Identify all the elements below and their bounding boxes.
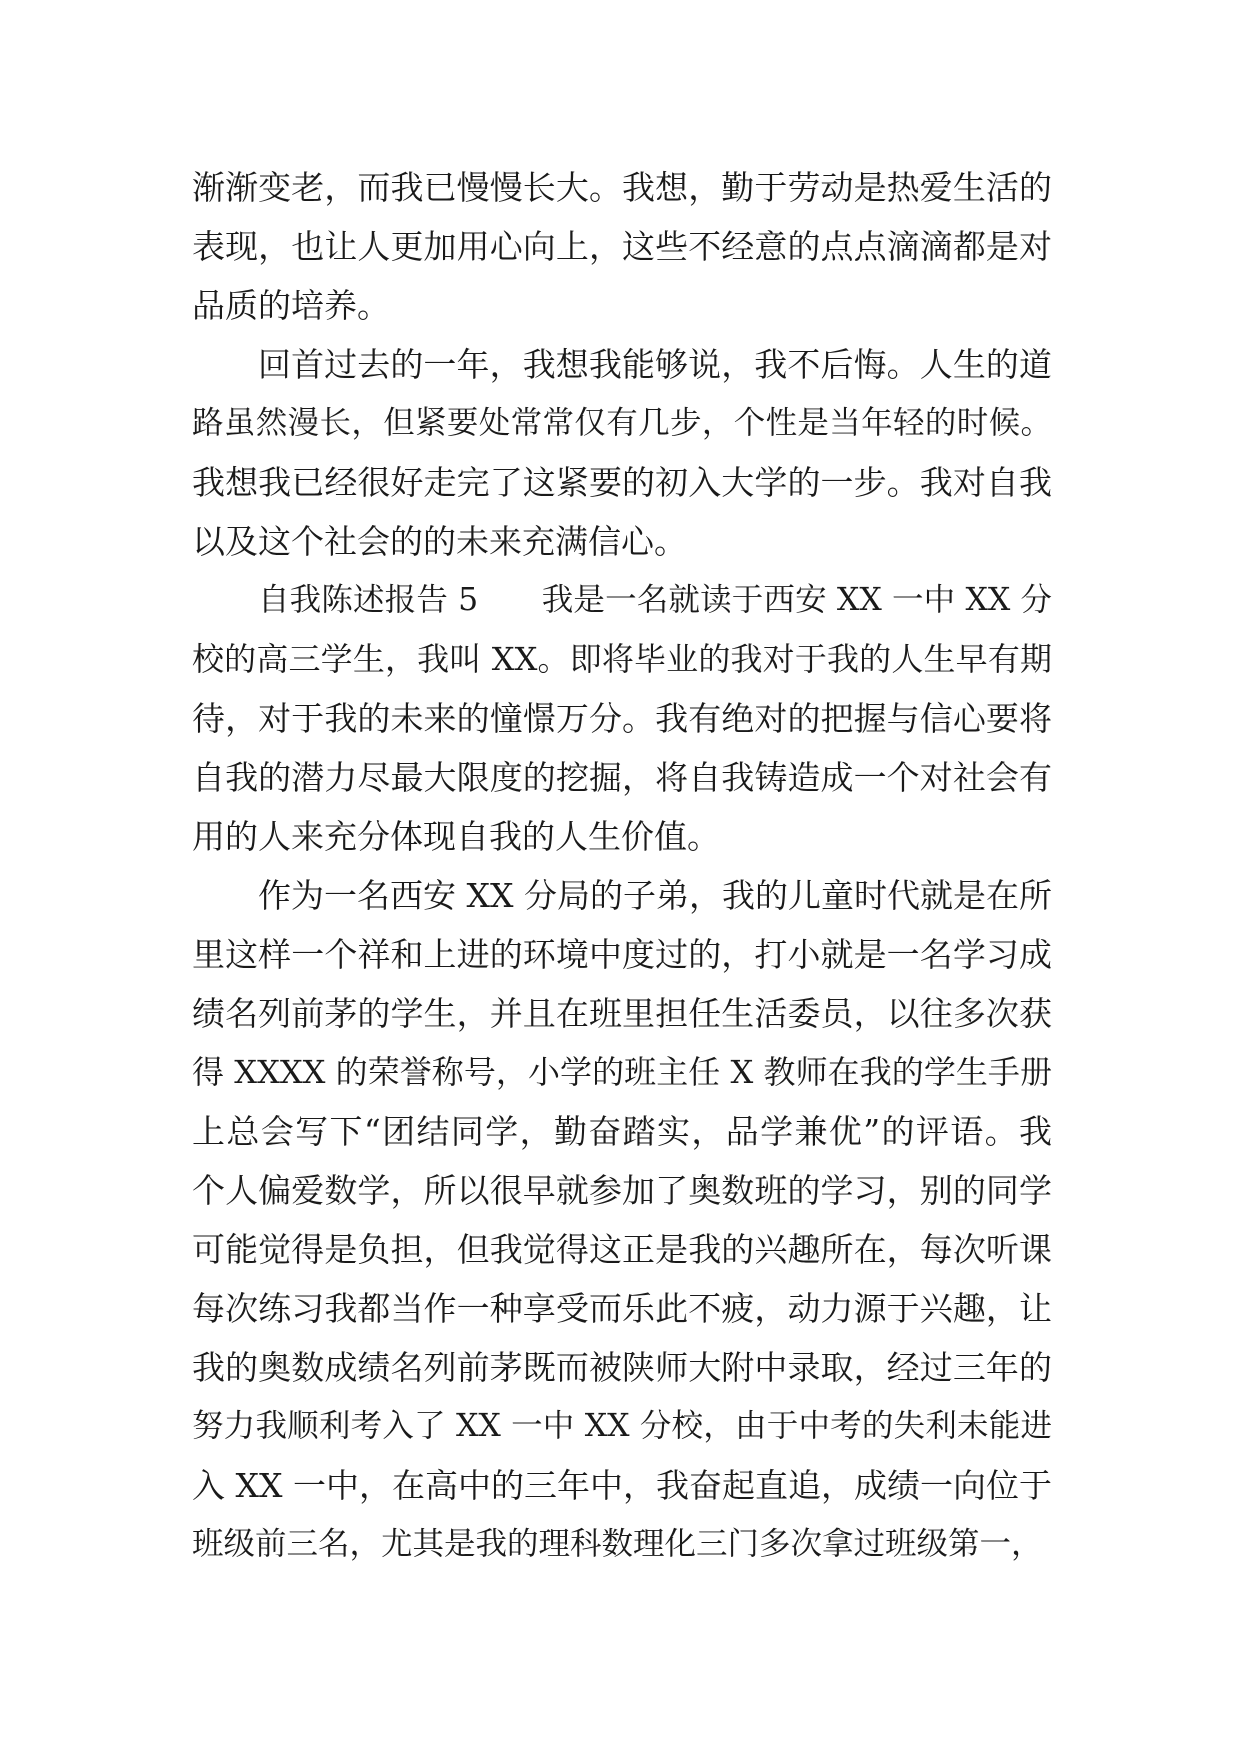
paragraph-2 xyxy=(192,335,1052,571)
text-line: 上总会写下“团结同学，勤奋踏实，品学兼优”的评语。我 xyxy=(192,1112,1052,1151)
text-line: 表现，也让人更加用心向上，这些不经意的点点滴滴都是对 xyxy=(192,227,1052,266)
text-line: 我的奥数成绩名列前茅既而被陕师大附中录取，经过三年的 xyxy=(192,1348,1052,1387)
paragraph-3 xyxy=(192,571,1052,866)
text-line: 绩名列前茅的学生，并且在班里担任生活委员，以往多次获 xyxy=(192,994,1052,1033)
text-line: 自我的潜力尽最大限度的挖掘，将自我铸造成一个对社会有 xyxy=(192,758,1052,797)
text-line: 路虽然漫长，但紧要处常常仅有几步，个性是当年轻的时候。 xyxy=(192,405,1052,441)
text-line: 回首过去的一年，我想我能够说，我不后悔。人生的道 xyxy=(258,345,1052,384)
text-line: 得 XXXX 的荣誉称号，小学的班主任 X 教师在我的学生手册 xyxy=(192,1053,1052,1091)
paragraph-4 xyxy=(192,866,1052,1574)
text-line: 待，对于我的未来的憧憬万分。我有绝对的把握与信心要将 xyxy=(192,699,1052,738)
text-line: 品质的培养。 xyxy=(192,286,390,325)
text-line: 努力我顺利考入了 XX 一中 XX 分校，由于中考的失利未能进 xyxy=(192,1408,1052,1444)
text-line: 每次练习我都当作一种享受而乐此不疲，动力源于兴趣，让 xyxy=(192,1289,1052,1328)
text-line: 入 XX 一中，在高中的三年中，我奋起直追，成绩一向位于 xyxy=(192,1466,1052,1505)
text-line: 以及这个社会的的未来充满信心。 xyxy=(192,522,687,561)
text-line: 我想我已经很好走完了这紧要的初入大学的一步。我对自我 xyxy=(192,463,1052,502)
body-text xyxy=(192,158,1052,1574)
paragraph-1 xyxy=(192,158,1052,335)
text-line: 用的人来充分体现自我的人生价值。 xyxy=(192,817,720,856)
text-line: 可能觉得是负担，但我觉得这正是我的兴趣所在，每次听课 xyxy=(192,1230,1052,1269)
text-line: 班级前三名，尤其是我的理科数理化三门多次拿过班级第一， xyxy=(192,1526,1043,1562)
text-line: 个人偏爱数学，所以很早就参加了奥数班的学习，别的同学 xyxy=(192,1171,1052,1210)
text-line: 校的高三学生，我叫 XX。即将毕业的我对于我的人生早有期 xyxy=(192,640,1052,678)
text-line: 作为一名西安 XX 分局的子弟，我的儿童时代就是在所 xyxy=(258,876,1052,915)
text-line: 自我陈述报告 5 我是一名就读于西安 XX 一中 XX 分 xyxy=(258,582,1052,618)
text-line: 里这样一个祥和上进的环境中度过的，打小就是一名学习成 xyxy=(192,935,1052,974)
text-line: 渐渐变老，而我已慢慢长大。我想，勤于劳动是热爱生活的 xyxy=(192,168,1052,207)
